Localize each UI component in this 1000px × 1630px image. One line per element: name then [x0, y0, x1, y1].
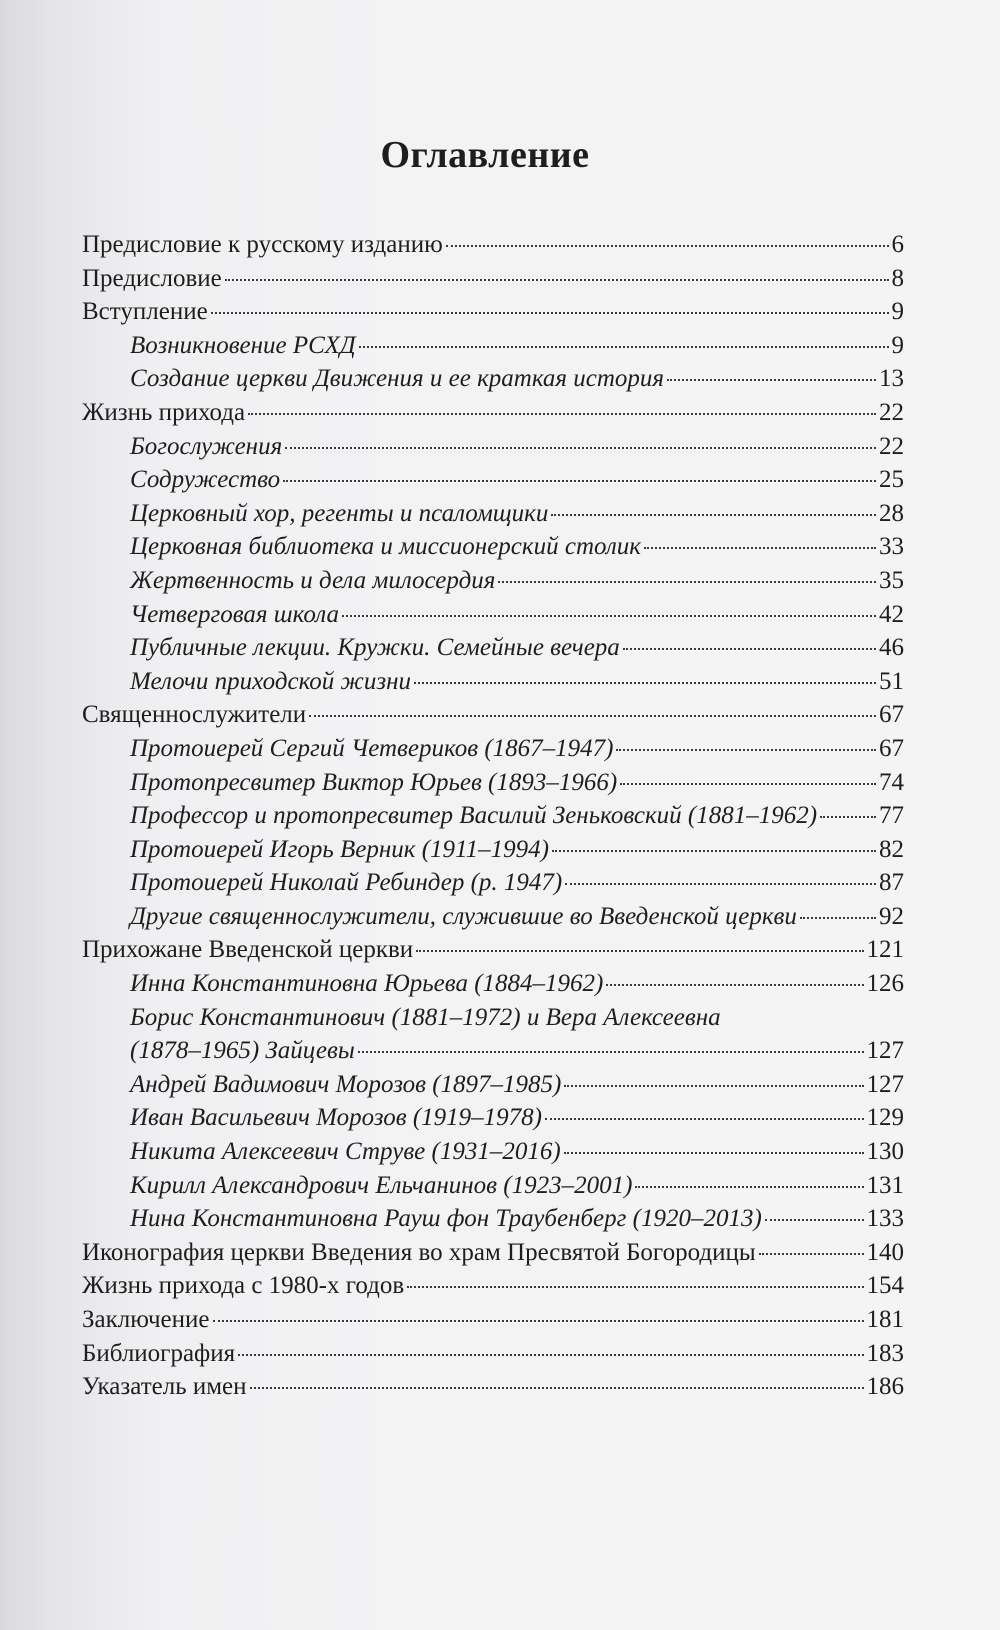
- toc-entry-title: Заключение: [82, 1306, 210, 1333]
- toc-entry: [82, 1303, 904, 1337]
- toc-entry-page: 33: [879, 533, 904, 561]
- toc-entry-page: 13: [879, 365, 904, 393]
- toc-subentry: [82, 732, 904, 766]
- toc-entry-title: Предисловие к русскому изданию: [82, 231, 443, 258]
- toc-entry-title: Указатель имен: [82, 1373, 247, 1401]
- toc-entry-title: Публичные лекции. Кружки. Семейные вечера: [130, 634, 620, 662]
- toc-entry: [82, 396, 904, 430]
- toc-entry-page: 35: [879, 566, 904, 594]
- toc-entry-page: 9: [891, 298, 904, 326]
- toc-subentry: [82, 1135, 904, 1169]
- toc-entry-title: Кирилл Александрович Ельчанинов (1923–2001): [130, 1171, 633, 1199]
- toc-entry-title: Церковная библиотека и миссионерский столик: [130, 533, 641, 561]
- dot-leader: [248, 413, 876, 415]
- toc-subentry: [82, 530, 904, 564]
- toc-entry-page: 87: [879, 869, 904, 897]
- dot-leader: [552, 850, 876, 852]
- dot-leader: [342, 615, 876, 617]
- dot-leader: [498, 581, 876, 583]
- toc-entry-page: 92: [879, 902, 904, 930]
- toc-subentry: [82, 1202, 904, 1236]
- table-of-contents: [82, 228, 904, 1404]
- toc-entry-title: Предисловие: [82, 264, 222, 292]
- toc-entry: [82, 262, 904, 296]
- dot-leader: [283, 480, 876, 482]
- toc-entry-page: 131: [866, 1171, 904, 1199]
- toc-entry: [82, 698, 904, 732]
- toc-entry-title: Протоиерей Николай Ребиндер (р. 1947): [130, 869, 563, 897]
- toc-entry-page: 22: [879, 432, 904, 460]
- dot-leader: [211, 312, 889, 314]
- toc-entry-title: Жизнь прихода с 1980-х годов: [82, 1272, 405, 1300]
- toc-subentry: [82, 866, 904, 900]
- dot-leader: [564, 1085, 863, 1087]
- toc-subentry: [82, 463, 904, 497]
- toc-entry-page: 133: [866, 1205, 904, 1233]
- toc-subentry: [82, 833, 904, 867]
- toc-entry-title-continued: (1878–1965) Зайцевы: [130, 1037, 355, 1065]
- toc-entry-page: 130: [866, 1138, 904, 1166]
- toc-entry-title: Церковный хор, регенты и псаломщики: [130, 499, 549, 527]
- toc-entry-page: 129: [866, 1104, 904, 1132]
- toc-entry-title: Библиография: [82, 1339, 236, 1367]
- toc-entry-title: Андрей Вадимович Морозов (1897–1985): [130, 1070, 562, 1098]
- toc-entry-title: Содружество: [130, 466, 281, 494]
- toc-entry-page: 183: [866, 1339, 904, 1367]
- dot-leader: [213, 1320, 864, 1322]
- dot-leader: [416, 950, 863, 952]
- toc-entry-title: Борис Константинович (1881–1972) и Вера Алексеевна: [130, 1003, 721, 1031]
- toc-entry-page: 6: [891, 231, 904, 258]
- dot-leader: [616, 749, 876, 751]
- toc-entry-page: 46: [879, 634, 904, 662]
- toc-entry-page: 8: [891, 264, 904, 292]
- toc-entry-page: 22: [879, 398, 904, 426]
- toc-entry-page: 186: [866, 1373, 904, 1401]
- dot-leader: [359, 346, 889, 348]
- toc-entry-title: Мелочи приходской жизни: [130, 667, 411, 695]
- toc-entry-page: 67: [879, 701, 904, 729]
- toc-entry-title: Другие священнослужители, служившие во Введенской церкви: [130, 902, 797, 930]
- toc-entry-page: 127: [866, 1070, 904, 1098]
- toc-subentry: [82, 1169, 904, 1203]
- dot-leader: [564, 1152, 864, 1154]
- toc-subentry: [82, 564, 904, 598]
- dot-leader: [759, 1253, 864, 1255]
- toc-entry-page: 9: [891, 331, 904, 359]
- dot-leader: [285, 447, 876, 449]
- toc-entry-page: 51: [879, 667, 904, 695]
- dot-leader: [551, 514, 876, 516]
- toc-entry-title: Прихожане Введенской церкви: [82, 936, 414, 964]
- dot-leader: [309, 715, 876, 717]
- toc-entry-title: Священнослужители: [82, 701, 307, 729]
- dot-leader: [446, 245, 889, 247]
- toc-entry-title: Четверговая школа: [130, 600, 339, 628]
- dot-leader: [765, 1219, 864, 1221]
- toc-entry-page: 127: [866, 1037, 904, 1065]
- toc-subentry: [82, 329, 904, 363]
- toc-entry-page: 181: [866, 1306, 904, 1333]
- toc-entry: [82, 1370, 904, 1404]
- toc-subentry: [82, 430, 904, 464]
- toc-entry-title: Иван Васильевич Морозов (1919–1978): [130, 1104, 542, 1132]
- toc-entry-title: Иконография церкви Введения во храм Пресвятой Богородицы: [82, 1238, 756, 1266]
- toc-subentry: [82, 766, 904, 800]
- dot-leader: [620, 783, 876, 785]
- toc-entry-page: 42: [879, 600, 904, 628]
- toc-entry-page: 126: [866, 970, 904, 998]
- dot-leader: [407, 1286, 863, 1288]
- toc-entry: [82, 1236, 904, 1270]
- toc-entry-page: 77: [879, 802, 904, 830]
- toc-subentry: [82, 900, 904, 934]
- toc-subentry: [82, 1101, 904, 1135]
- toc-subentry: [82, 1001, 904, 1068]
- toc-entry-title: Возникновение РСХД: [130, 331, 356, 359]
- toc-entry: [82, 295, 904, 329]
- toc-subentry: [82, 665, 904, 699]
- dot-leader: [820, 816, 876, 818]
- toc-entry-page: 121: [866, 936, 904, 964]
- toc-entry-title: Никита Алексеевич Струве (1931–2016): [130, 1138, 561, 1166]
- toc-entry-page: 154: [866, 1272, 904, 1300]
- dot-leader: [545, 1118, 864, 1120]
- dot-leader: [358, 1051, 864, 1053]
- toc-entry: [82, 228, 904, 262]
- dot-leader: [667, 379, 876, 381]
- toc-entry-title: Богослужения: [130, 432, 283, 460]
- dot-leader: [225, 279, 889, 281]
- toc-entry-title: Инна Константиновна Юрьева (1884–1962): [130, 970, 604, 998]
- toc-entry-page: 67: [879, 734, 904, 762]
- toc-entry-title: Создание церкви Движения и ее краткая история: [130, 365, 665, 393]
- toc-entry-title: Протоиерей Сергий Четвериков (1867–1947): [130, 734, 614, 762]
- dot-leader: [238, 1354, 863, 1356]
- toc-subentry: [82, 1068, 904, 1102]
- dot-leader: [644, 547, 876, 549]
- toc-subentry: [82, 362, 904, 396]
- toc-subentry: [82, 598, 904, 632]
- toc-entry-title: Жизнь прихода: [82, 398, 246, 426]
- dot-leader: [800, 917, 876, 919]
- toc-entry-page: 74: [879, 768, 904, 796]
- dot-leader: [623, 648, 876, 650]
- toc-entry-title: Жертвенность и дела милосердия: [130, 566, 496, 594]
- toc-subentry: [82, 497, 904, 531]
- toc-entry-title: Профессор и протопресвитер Василий Зеньковский (1881–1962): [130, 802, 818, 830]
- toc-subentry: [82, 799, 904, 833]
- toc-entry-title: Протопресвитер Виктор Юрьев (1893–1966): [130, 768, 618, 796]
- toc-entry: [82, 1337, 904, 1371]
- toc-entry-page: 140: [866, 1238, 904, 1266]
- toc-entry: [82, 1269, 904, 1303]
- toc-entry: [82, 933, 904, 967]
- toc-entry-page: 28: [879, 499, 904, 527]
- page-title: Оглавление: [380, 134, 590, 177]
- dot-leader: [565, 883, 876, 885]
- dot-leader: [635, 1186, 863, 1188]
- dot-leader: [414, 682, 876, 684]
- toc-entry-title: Нина Константиновна Рауш фон Траубенберг (1920–2013): [130, 1205, 762, 1233]
- dot-leader: [606, 984, 863, 986]
- toc-entry-page: 25: [879, 466, 904, 494]
- toc-entry-title: Вступление: [82, 298, 208, 326]
- dot-leader: [250, 1387, 864, 1389]
- toc-entry-page: 82: [879, 835, 904, 863]
- toc-entry-title: Протоиерей Игорь Верник (1911–1994): [130, 835, 549, 863]
- toc-subentry: [82, 967, 904, 1001]
- toc-subentry: [82, 631, 904, 665]
